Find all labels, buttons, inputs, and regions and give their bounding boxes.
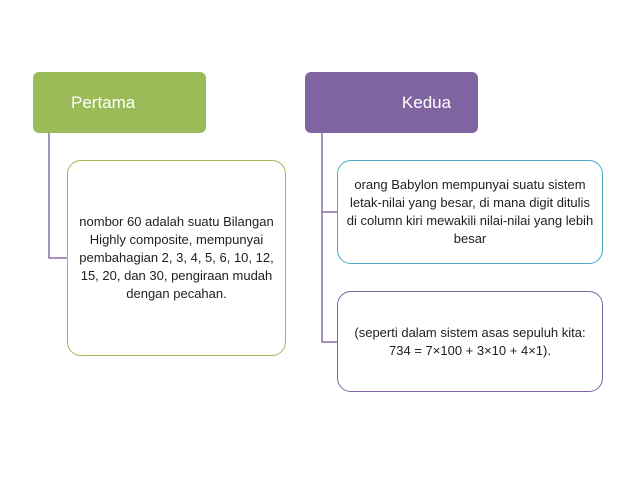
card-pertama-text: nombor 60 adalah suatu Bilangan Highly composite, mempunyai pembahagian 2, 3, 4, 5, 6, 10, 12, 15, 20, dan 30, pengiraan mudah dengan pecahan. [79,214,274,301]
card-kedua-2-text: (seperti dalam sistem asas sepuluh kita: 734 = 7×100 + 3×10 + 4×1). [354,324,586,358]
card-kedua-1 [337,160,603,264]
card-pertama [67,160,286,356]
card-kedua-1-text: orang Babylon mempunyai suatu sistem letak-nilai yang besar, di mana digit ditulis di column kiri mewakili nilai-nilai yang lebih besar [346,177,594,246]
header-kedua [305,72,478,133]
header-pertama-label: Pertama [71,92,136,112]
header-pertama [33,72,206,133]
connector-kedua [322,133,337,342]
card-kedua-2 [337,291,603,392]
connector-pertama [49,133,67,258]
header-kedua-label: Kedua [401,92,452,112]
